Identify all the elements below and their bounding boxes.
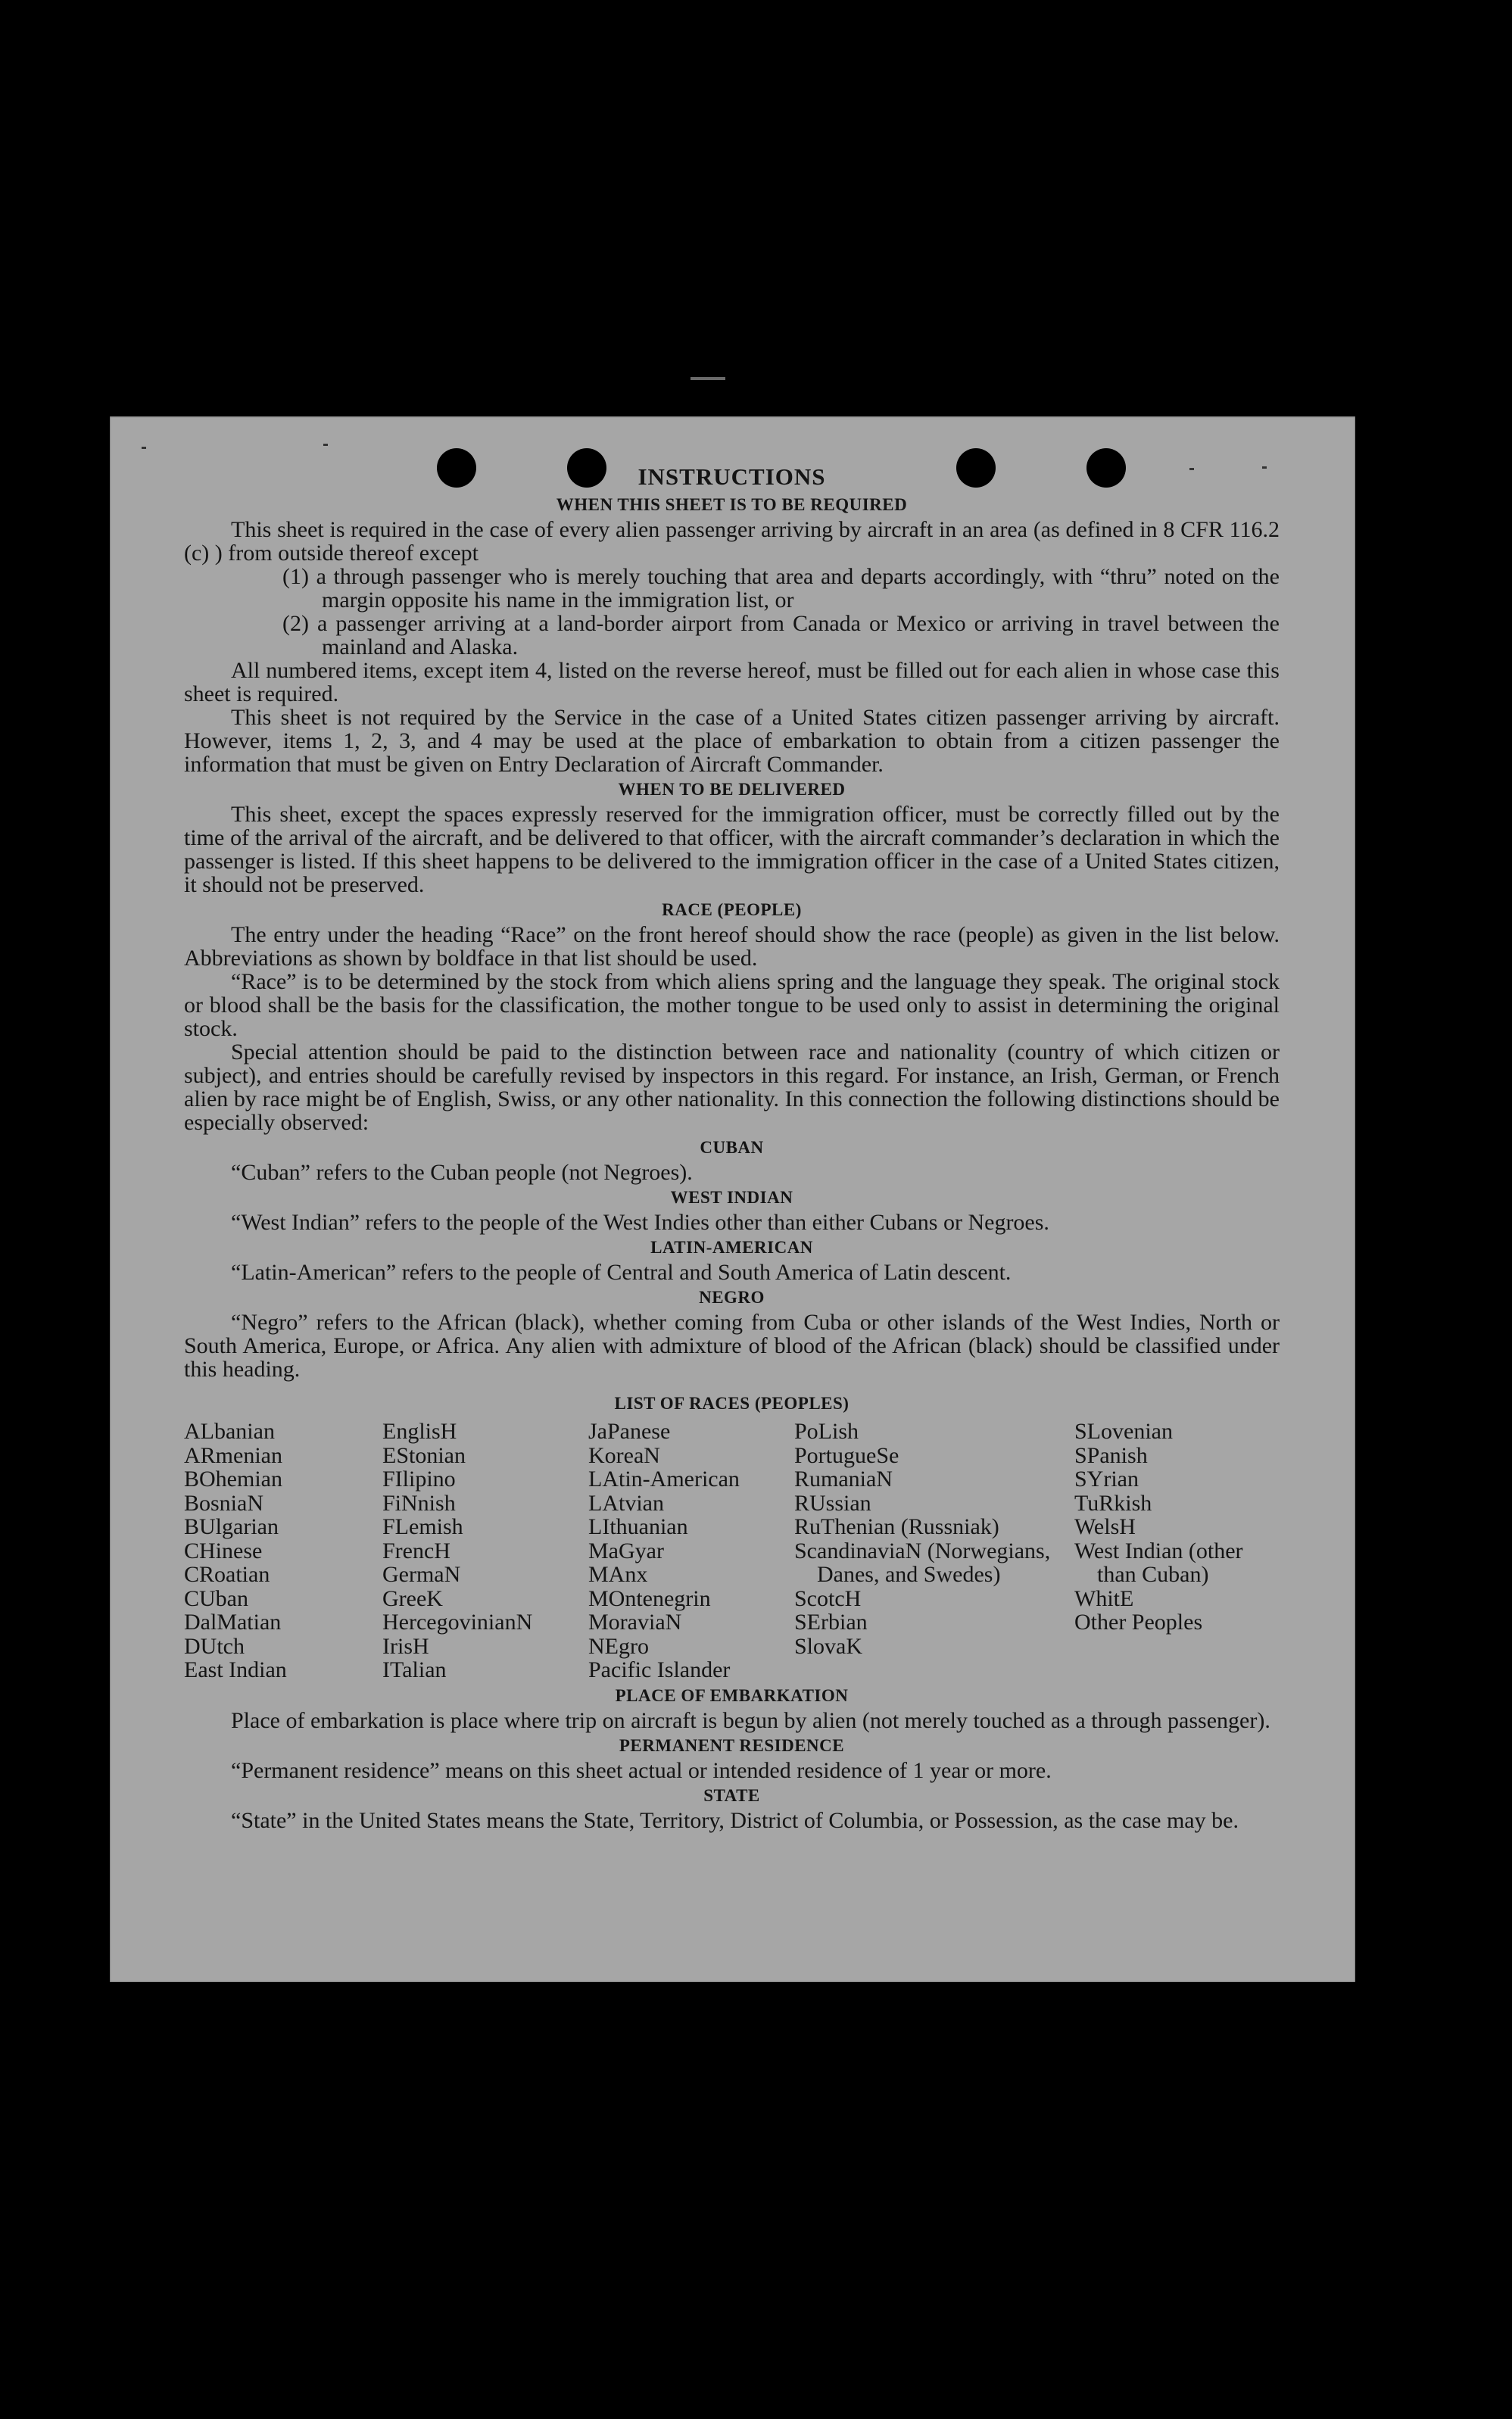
race-entry: RuThenian (Russniak) xyxy=(794,1514,999,1539)
race-entry: CUban xyxy=(184,1585,248,1611)
paragraph: Place of embarkation is place where trip on aircraft is begun by alien (not merely touched as a through passenger). xyxy=(231,1707,1270,1733)
race-entry: TuRkish xyxy=(1074,1490,1152,1516)
paragraph: “Negro” refers to the African (black), whether coming from Cuba or other islands of the West Indies, North or South America, Europe, or Africa. Any alien with admixture of blood of the African (black) should be classified under this heading. xyxy=(184,1310,1280,1382)
race-entry: CHinese xyxy=(184,1538,263,1563)
paragraph: “Race” is to be determined by the stock from which aliens spring and the language they speak. The original stock or blood shall be the basis for the classification, the mother tongue to be used only to assist in determining the original stock. xyxy=(184,969,1280,1041)
section-title: PLACE OF EMBARKATION xyxy=(615,1685,849,1705)
race-entry: LAtvian xyxy=(588,1490,664,1516)
paragraph: This sheet is required in the case of every alien passenger arriving by aircraft in an area (as defined in 8 CFR 116.2 (c) ) from outside thereof except xyxy=(184,517,1280,566)
race-entry: HercegovinianN xyxy=(382,1610,533,1635)
race-entry: LAtin-American xyxy=(588,1467,740,1492)
speck xyxy=(323,444,328,446)
race-entry: Pacific Islander xyxy=(588,1657,731,1682)
paragraph: “Latin-American” refers to the people of Central and South America of Latin descent. xyxy=(231,1260,1012,1285)
race-entry: KoreaN xyxy=(588,1442,660,1468)
race-entry: MaGyar xyxy=(588,1538,664,1563)
race-entry: EnglisH xyxy=(382,1419,457,1444)
race-entry: Other Peoples xyxy=(1074,1610,1203,1635)
race-entry: SErbian xyxy=(794,1610,868,1635)
race-entry: NEgro xyxy=(588,1633,649,1659)
race-entry: BOhemian xyxy=(184,1467,282,1492)
paragraph: This sheet, except the spaces expressly reserved for the immigration officer, must be correctly filled out by the time of the arrival of the aircraft, and be delivered to that officer, with the aircraft commander’s declaration in which the passenger is listed. If this sheet happens to be delivered to the immigration officer in the case of a United States citizen, it should not be preserved. xyxy=(184,802,1280,897)
scan-mark xyxy=(691,377,725,380)
race-entry: EStonian xyxy=(382,1442,466,1468)
section-title: RACE (PEOPLE) xyxy=(662,900,802,919)
race-entry: SPanish xyxy=(1074,1442,1148,1468)
race-entry: ALbanian xyxy=(184,1419,275,1444)
race-entry: RUssian xyxy=(794,1490,871,1516)
race-entry: WhitE xyxy=(1074,1585,1134,1611)
race-entry: West Indian (other than Cuban) xyxy=(1074,1538,1243,1587)
race-entry: DalMatian xyxy=(184,1610,282,1635)
race-entry: MOntenegrin xyxy=(588,1585,711,1611)
race-column xyxy=(588,1420,794,1682)
paragraph: “West Indian” refers to the people of the West Indies other than either Cubans or Negroes. xyxy=(231,1210,1049,1235)
race-column xyxy=(1074,1420,1280,1682)
race-entry: DUtch xyxy=(184,1633,245,1659)
race-entry: IrisH xyxy=(382,1633,429,1659)
section-title: WHEN TO BE DELIVERED xyxy=(618,780,846,799)
paragraph: “Cuban” refers to the Cuban people (not Negroes). xyxy=(231,1160,693,1185)
paragraph: This sheet is not required by the Service in the case of a United States citizen passenger arriving by aircraft. However, items 1, 2, 3, and 4 may be used at the place of embarkation to obtain from a citizen passenger the information that must be given on Entry Declaration of Aircraft Commander. xyxy=(184,705,1280,777)
instruction-sheet xyxy=(110,416,1355,1982)
race-entry: BosniaN xyxy=(184,1490,263,1516)
section-title: LIST OF RACES (PEOPLES) xyxy=(614,1394,850,1413)
race-entry: FLemish xyxy=(382,1514,463,1539)
race-entry: SLovenian xyxy=(1074,1419,1173,1444)
race-entry: WelsH xyxy=(1074,1514,1136,1539)
race-entry: MoraviaN xyxy=(588,1610,682,1635)
paragraph: The entry under the heading “Race” on the front hereof should show the race (people) as given in the list below. Abbreviations as shown by boldface in that list should be used. xyxy=(184,922,1280,971)
race-entry: SlovaK xyxy=(794,1633,862,1659)
section-title: STATE xyxy=(703,1785,760,1805)
list-item: (2) a passenger arriving at a land-border airport from Canada or Mexico or arriving in travel between the mainland and Alaska. xyxy=(282,611,1280,659)
race-entry: GreeK xyxy=(382,1585,443,1611)
race-entry: ScandinaviaN (Norwegians, Danes, and Swedes) xyxy=(794,1538,1051,1587)
race-entry: ARmenian xyxy=(184,1442,282,1468)
section-title: PERMANENT RESIDENCE xyxy=(619,1735,845,1755)
race-entry: MAnx xyxy=(588,1562,648,1587)
section-title: WHEN THIS SHEET IS TO BE REQUIRED xyxy=(556,495,908,514)
paragraph: All numbered items, except item 4, listed on the reverse hereof, must be filled out for each alien in whose case this sheet is required. xyxy=(184,658,1280,706)
race-entry: GermaN xyxy=(382,1562,461,1587)
race-column xyxy=(382,1420,588,1682)
paragraph: “Permanent residence” means on this sheet actual or intended residence of 1 year or more. xyxy=(231,1757,1052,1783)
race-entry: ScotcH xyxy=(794,1585,862,1611)
speck xyxy=(142,447,146,449)
section-title: CUBAN xyxy=(700,1138,764,1157)
list-item: (1) a through passenger who is merely touching that area and departs accordingly, with “thru” noted on the margin opposite his name in the immigration list, or xyxy=(282,564,1280,613)
race-entry: CRoatian xyxy=(184,1562,270,1587)
race-entry: FIlipino xyxy=(382,1467,456,1492)
race-entry: PoLish xyxy=(794,1419,859,1444)
paragraph: Special attention should be paid to the distinction between race and nationality (country of which citizen or subject), and entries should be carefully revised by inspectors in this regard. For instance, an Irish, German, or French alien by race might be of English, Swiss, or any other nationality. In this connection the following distinctions should be especially observed: xyxy=(184,1040,1280,1135)
race-entry: JaPanese xyxy=(588,1419,671,1444)
race-entry: LIthuanian xyxy=(588,1514,688,1539)
race-entry: BUlgarian xyxy=(184,1514,279,1539)
race-column xyxy=(794,1420,1074,1682)
section-title: LATIN-AMERICAN xyxy=(650,1238,813,1257)
sheet-content xyxy=(184,465,1280,1832)
race-entry: SYrian xyxy=(1074,1467,1139,1492)
race-entry: PortugueSe xyxy=(794,1442,899,1468)
race-list xyxy=(184,1420,1280,1682)
race-column xyxy=(184,1420,382,1682)
race-entry: East Indian xyxy=(184,1657,287,1682)
paragraph: “State” in the United States means the State, Territory, District of Columbia, or Possession, as the case may be. xyxy=(231,1807,1239,1833)
race-entry: FrencH xyxy=(382,1538,450,1563)
page-title: INSTRUCTIONS xyxy=(638,463,826,490)
race-entry: FiNnish xyxy=(382,1490,456,1516)
race-entry: RumaniaN xyxy=(794,1467,893,1492)
race-entry: ITalian xyxy=(382,1657,447,1682)
section-title: WEST INDIAN xyxy=(670,1188,793,1207)
section-title: NEGRO xyxy=(699,1288,765,1307)
